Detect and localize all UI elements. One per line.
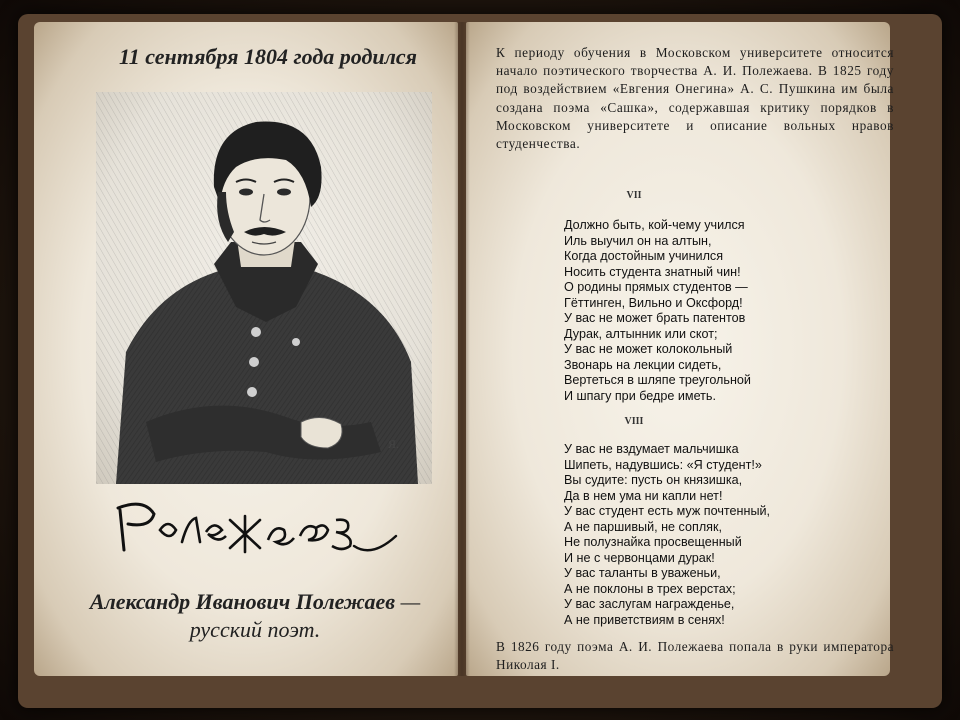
poem-line: Шипеть, надувшись: «Я студент!» (564, 457, 762, 472)
outro-paragraph: В 1826 году поэма А. И. Полежаева попала в руки императора Николая I. (496, 639, 894, 673)
portrait-caption (60, 588, 450, 644)
poem-line: Должно быть, кой-чему учился (564, 218, 745, 232)
poem-line: О родины прямых студентов — (564, 280, 748, 294)
caption-dash: — (395, 589, 421, 614)
handwritten-signature (110, 480, 410, 570)
poem-line: Звонарь на лекции сидеть, (564, 357, 722, 372)
poem-line: А не приветствиям в сенях! (564, 612, 725, 627)
intro-paragraph: К периоду обучения в Московском университете относится начало поэтического творчества А. И. Полежаева. В 1825 году под воздействием «Евгения Онегина» А. С. Пушкина им была создана поэма «Сашка», содержавшая критику порядков в Московском университете и описание вольных нравов студенчества. (496, 45, 894, 152)
poem-line: А не паршивый, не сопляк, (564, 519, 722, 534)
poem-line: У вас студент есть муж почтенный, (564, 504, 771, 518)
stanza-8-number: VIII (624, 416, 644, 427)
poem-line: И не с червонцами дурак! (564, 550, 715, 565)
portrait-illustration (96, 92, 432, 484)
poem-line: Не полузнайка просвещенный (564, 535, 742, 549)
poem-line: У вас заслугам награжденье, (564, 597, 735, 611)
poem-line: А не поклоны в трех верстах; (564, 581, 736, 596)
stanza-7 (564, 218, 824, 404)
poem-line: Вертеться в шляпе треугольной (564, 373, 751, 387)
poem-line: Иль выучил он на алтын, (564, 233, 712, 248)
stanza-7-number: VII (626, 190, 642, 201)
caption-role: русский поэт. (189, 617, 321, 642)
poem-line: У вас не может брать патентов (564, 311, 746, 325)
stanza-8 (564, 442, 824, 628)
book-gutter (454, 22, 470, 676)
portrait-engraving (96, 92, 432, 484)
poem-line: Дурак, алтынник или скот; (564, 326, 718, 341)
poem-line: У вас таланты в уваженьи, (564, 566, 721, 580)
poem-line: Да в нем ума ни капли нет! (564, 488, 723, 503)
poem-line: Вы судите: пусть он князишка, (564, 473, 743, 487)
svg-text:Я.: Я. (388, 437, 400, 451)
poem-line: У вас не может колокольный (564, 342, 733, 356)
poem-line: Гёттинген, Вильно и Оксфорд! (564, 295, 743, 310)
poem-line: У вас не вздумает мальчишка (564, 442, 739, 456)
poem-line: Носить студента знатный чин! (564, 264, 741, 279)
birth-date-heading: 11 сентября 1804 года родился (119, 44, 417, 69)
poem-line: Когда достойным учинился (564, 249, 724, 263)
poem-line: И шпагу при бедре иметь. (564, 388, 716, 403)
caption-name: Александр Иванович Полежаев (89, 589, 396, 614)
